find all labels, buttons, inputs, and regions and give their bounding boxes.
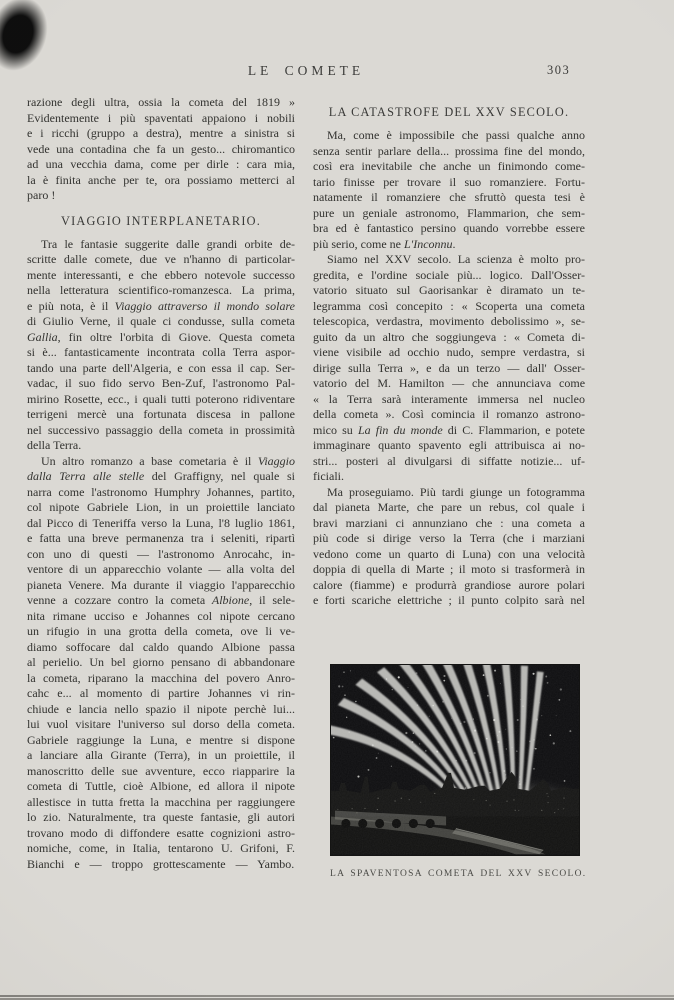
- text-line: Tra le fantasie suggerite dalle grandi orbite de-: [41, 236, 296, 251]
- text-line: senza sentir parlare della... prossima fine del mondo,: [313, 143, 586, 158]
- page-title: LE COMETE: [247, 63, 365, 78]
- text-line: della Terra.: [27, 438, 82, 452]
- text-line: lui vuol visitare l'universo sul dorso della cometa.: [27, 717, 295, 731]
- text-line: vadac, il suo fido servo Ben-Zuf, l'astronomo Pal-: [27, 376, 295, 390]
- text-line: cahc e... al momento di partire Johannes vi rin-: [27, 686, 295, 700]
- text-line: razione degli ultra, ossia la cometa del 1819 »: [27, 95, 296, 109]
- text-line: stri... posteri al divulgarsi di siffatte notizie... uf-: [313, 453, 585, 468]
- text-line: nita rimane ucciso e Johannes col nipote cercano: [27, 608, 295, 623]
- text-line: nella letteratura scientifico-romanzesca. La prima,: [27, 283, 296, 297]
- text-line: vede una contadina che fa un gesto... chiromantico: [27, 141, 296, 156]
- text-line: paro !: [27, 188, 56, 202]
- text-line: Gallia, fin oltre l'orbita di Giove. Questa cometa: [27, 329, 295, 344]
- text-line: Ma proseguiamo. Più tardi giunge un fotogramma: [327, 484, 585, 499]
- running-header: [27, 62, 585, 80]
- text-line: venne a cozzare contro la cometa Albione, il sele-: [27, 593, 295, 607]
- right-column: [313, 95, 585, 879]
- text-line: lo zio. Naturalmente, tra queste fantasie, gli autori: [27, 810, 296, 824]
- text-line: terrigeni mercè una fortunata discesa in pallone: [27, 407, 295, 421]
- text-line: ficiali.: [313, 469, 344, 483]
- text-line: calore (fiamme) e produrrà grandiose aurore polari: [313, 577, 585, 592]
- text-line: « la Terra sarà interamente immersa nel nucleo: [313, 391, 585, 406]
- text-line: mirino Rosette, ecc., i quali tutti poterono ridiventare: [27, 391, 296, 406]
- text-line: dal pianeta Marte, che pare un rebus, col quale i: [313, 500, 585, 514]
- text-line: bravi marziani ci annunziano che : una cometa a: [313, 515, 585, 530]
- text-line: scritte dalle comete, due ve n'hanno di particolar-: [27, 252, 295, 266]
- text-line: la è finita anche per te, ora possiamo metterci al: [27, 172, 295, 187]
- figure-caption: LA SPAVENTOSA COMETA DEL XXV SECOLO.: [330, 868, 587, 879]
- text-line: e fatta una breve permanenza tra i seleniti, ripartì: [27, 531, 296, 545]
- right-column-text: [313, 104, 585, 609]
- section-heading: VIAGGIO INTERPLANETARIO.: [61, 213, 261, 228]
- text-line: trovano modo di diffondere esatte cognizioni astro-: [27, 825, 295, 840]
- text-line: chiude e lancia nello spazio il nipote perchè lui...: [27, 701, 295, 716]
- text-line: Un altro romanzo a base cometaria è il Viaggio: [41, 453, 296, 468]
- text-line: tando una parte dell'Algeria, e con essa il cap. Ser-: [27, 360, 296, 375]
- text-line: Siamo nel XXV secolo. La scienza è molto pro-: [327, 252, 585, 266]
- text-line: con uno di questi — l'astronomo Anrocahc, in-: [27, 546, 295, 561]
- text-line: guito da un altro che soggiungeva : « Cometa di-: [313, 329, 585, 344]
- text-line: immaginare quanto spavento egli attribuisca ai no-: [313, 438, 585, 452]
- text-line: così era inevitabile che anche un finimondo come-: [313, 159, 585, 173]
- text-line: della cometa ». Così comincia il romanzo astrono-: [313, 407, 585, 421]
- text-line: manoscritto delle sue avventure, ecco riapparire la: [27, 763, 296, 778]
- text-line: e forti scariche elettriche ; il punto colpito sarà nel: [313, 593, 585, 607]
- figure: [330, 664, 587, 879]
- text-line: e i ricchi (gruppo a destra), mentre a sinistra si: [27, 126, 295, 140]
- text-line: dal Picco di Teneriffa verso la Luna, l'8 luglio 1861,: [27, 515, 296, 530]
- text-line: cometa di Tuttle, cioè Albione, ed allora il nipote: [27, 779, 296, 793]
- text-line: pure un geniale astronomo, Flammarion, che sem-: [313, 205, 585, 220]
- text-line: più serio, come ne L'Inconnu.: [313, 236, 456, 251]
- text-line: vatorio del M. Hamilton — che annunciava come: [313, 376, 586, 390]
- text-line: vatorio situato sul Gaorisankar è diramato un te-: [313, 283, 586, 297]
- two-column-text: [27, 95, 585, 879]
- page-number: 303: [547, 63, 571, 77]
- text-line: allestisce in tutta fretta la macchina per raggiungere: [27, 794, 296, 809]
- text-line: nel successivo passaggio della cometa in prossimità: [27, 422, 295, 437]
- text-line: pianeta Venere. Ma durante il viaggio l'apparecchio: [27, 577, 296, 592]
- section-heading: LA CATASTROFE DEL XXV SECOLO.: [328, 105, 570, 119]
- text-line: più code si dirige verso la Terra (che i marziani: [313, 531, 585, 545]
- left-column: [27, 95, 295, 879]
- text-line: e più nota, è il Viaggio attraverso il mondo solare: [27, 298, 295, 313]
- text-line: ad una vecchia dama, come per dirle : cara mia,: [27, 157, 296, 171]
- text-line: vedono come un quarto di Luna) con una velocità: [313, 546, 586, 561]
- text-line: mente interessanti, e che ebbero notevole successo: [27, 267, 295, 282]
- text-line: la cometa, riparano la macchina del povero Anro-: [27, 670, 295, 685]
- text-line: mico su La fin du monde di C. Flammarion, e potete: [313, 422, 585, 437]
- text-line: di Giulio Verne, il quale ci condusse, sulla cometa: [27, 314, 295, 328]
- text-line: nomiche, come, in Italia, tentarono U. Grifoni, F.: [27, 841, 296, 855]
- text-line: al perielio. Un bel giorno pensano di abbandonare: [27, 655, 295, 669]
- text-line: gredita, e l'ordine sociale più... logico. Dall'Osser-: [313, 267, 585, 282]
- text-line: Ma, come è impossibile che passi qualche anno: [327, 128, 585, 142]
- text-line: si è... fantasticamente incontrata colla Terra aspor-: [27, 345, 295, 359]
- text-line: ventore di un apparecchio volante — alla volta del: [27, 562, 296, 576]
- text-line: col nipote Gabriele Lion, in un proiettile lanciato: [27, 500, 296, 514]
- text-line: telescopica, verdastra, movimento debolissimo », se-: [313, 314, 585, 328]
- text-line: diamo soffocare dal caldo quando Albione passa: [27, 639, 295, 654]
- text-line: un rifugio in una grotta della cometa, ove li ve-: [27, 624, 295, 638]
- text-line: doppia di quella di Marte ; il moto si trasformerà in: [313, 562, 586, 576]
- comet-illustration: [330, 664, 580, 856]
- text-line: dalla Terra alle stelle del Graffigny, nel quale si: [27, 469, 295, 483]
- text-line: narra come l'astronomo Humphry Johannes, partito,: [27, 484, 295, 499]
- text-line: viene visibile ad occhio nudo, sempre verdastra, si: [313, 345, 586, 359]
- text-line: a lanciare alla Girante (Terra), in un proiettile, il: [27, 748, 296, 762]
- text-line: natamente il romanziere che sfruttò questa tesi è: [313, 190, 585, 204]
- text-line: Bianchi e — troppo grottescamente — Yambo.: [27, 856, 295, 871]
- page-bottom-edge: [0, 995, 674, 997]
- text-line: Gabriele raggiunge la Luna, e mentre si dispone: [27, 732, 295, 747]
- comet-engraving: [331, 665, 579, 855]
- text-line: Evidentemente i più spaventati appaiono i nobili: [27, 110, 296, 125]
- text-line: dirige sulla Terra », e da un terzo — dall' Osser-: [313, 360, 585, 375]
- text-line: tario finisse per trovare il suo romanziere. Fortu-: [313, 174, 586, 189]
- text-line: legramma così concepito : « Scoperta una cometa: [313, 298, 585, 313]
- text-line: bra ed è fantastico persino quando vorrebbe essere: [313, 221, 585, 235]
